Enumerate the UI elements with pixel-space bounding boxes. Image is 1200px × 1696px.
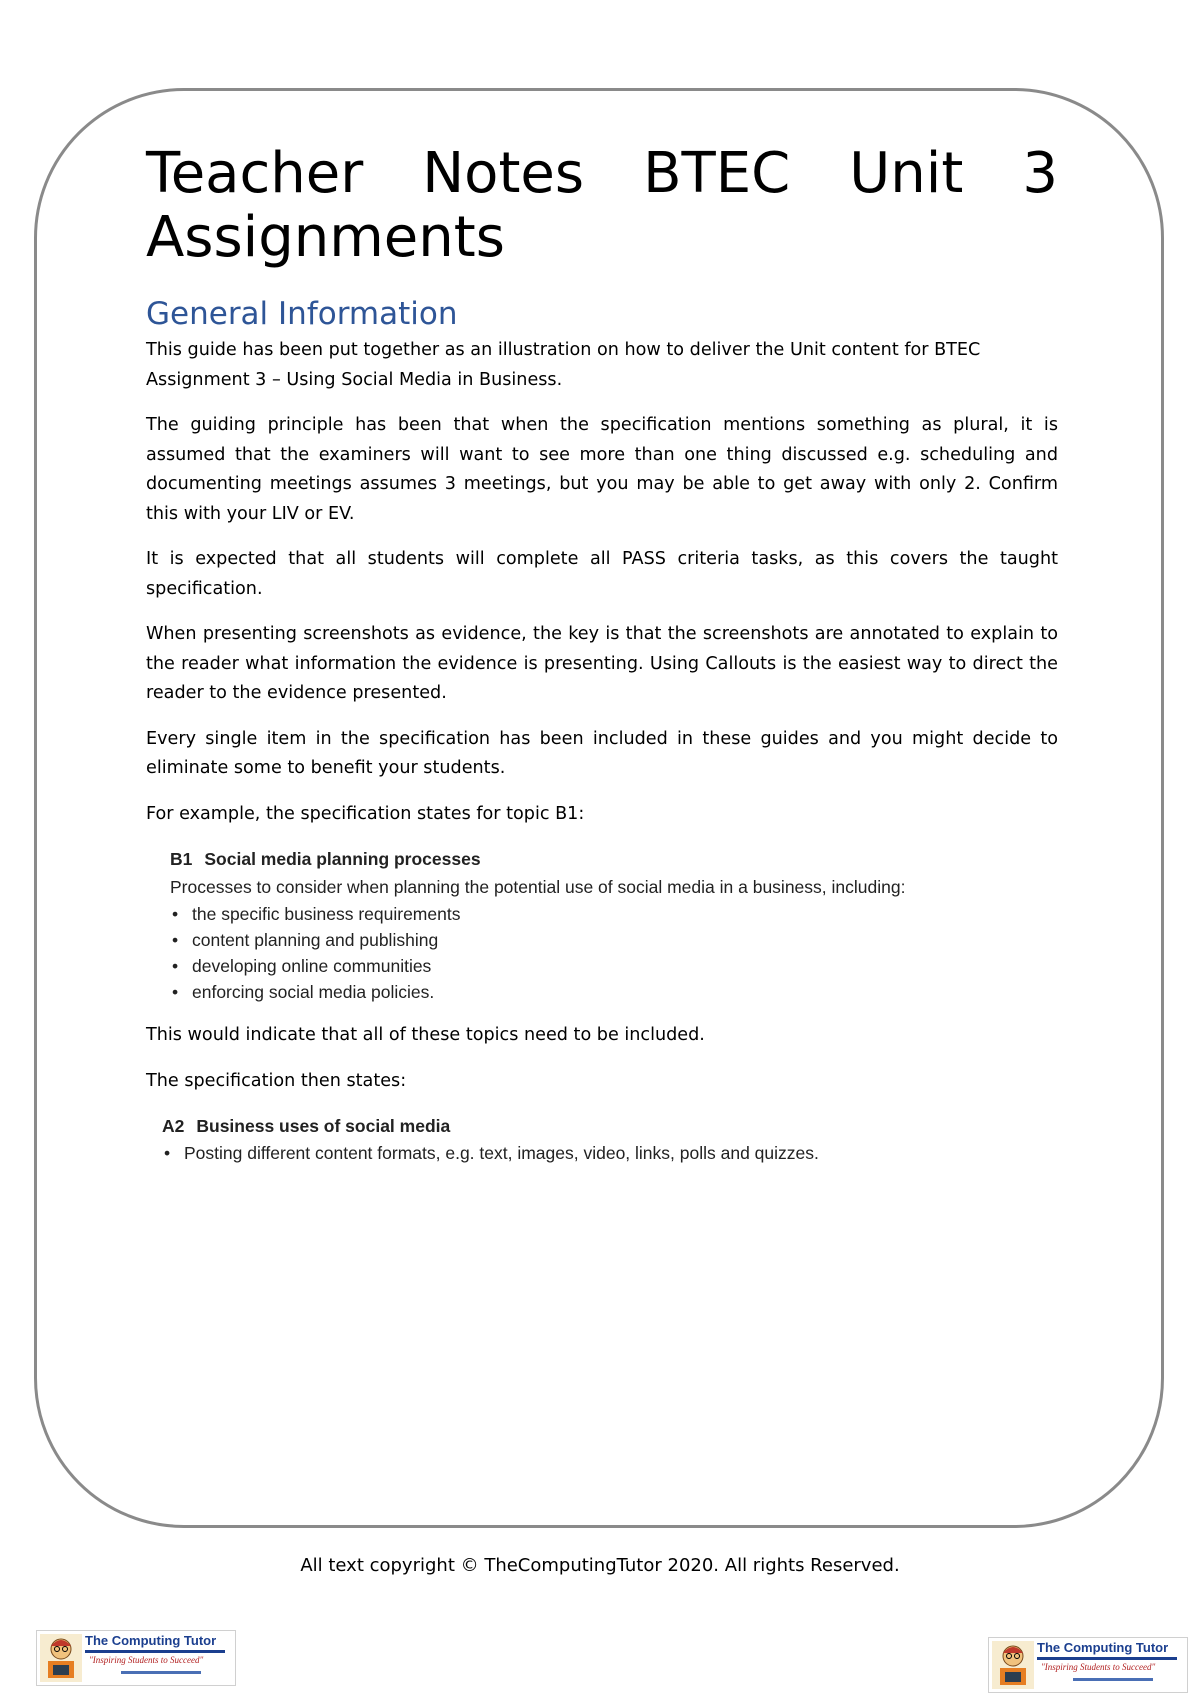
paragraph-after-b1: This would indicate that all of these topics need to be included. <box>146 1025 705 1045</box>
list-item: • content planning and publishing <box>170 927 1058 953</box>
spec-b1-code: B1 <box>170 849 193 869</box>
logo-tagline: "Inspiring Students to Succeed" <box>89 1655 204 1665</box>
page-title: Teacher Notes BTEC Unit 3 Assignments <box>146 141 1058 270</box>
spec-excerpt-b1 <box>170 845 1058 1005</box>
paragraph-for-example: For example, the specification states for topic B1: <box>146 803 585 824</box>
logo-name: The Computing Tutor <box>85 1633 217 1648</box>
paragraph-guiding-principle: The guiding principle has been that when the specification mentions something as plural, it is assumed that the examiners will want to see more than one thing discussed e.g. scheduling and documenting meetings assumes 3 meetings, but you may be able to get away with only 2. Confirm this with your LIV or EV. <box>146 415 1058 524</box>
section-heading: General Information <box>146 296 458 332</box>
paragraph-pass-criteria: It is expected that all students will complete all PASS criteria tasks, as this covers the taught specification. <box>146 549 1058 599</box>
paragraph-screenshots: When presenting screenshots as evidence, the key is that the screenshots are annotated to explain to the reader what information the evidence is presenting. Using Callouts is the easiest way to direct the reader to the evidence presented. <box>146 624 1058 703</box>
logo-underline <box>85 1650 225 1653</box>
footer-copyright: All text copyright © TheComputingTutor 2020. All rights Reserved. <box>300 1555 900 1576</box>
list-item: • Posting different content formats, e.g. text, images, video, links, polls and quizzes. <box>162 1140 1058 1166</box>
spec-excerpt-a2 <box>162 1112 1058 1166</box>
spec-a2-heading <box>162 1112 1058 1140</box>
list-item: • the specific business requirements <box>170 901 1058 927</box>
paragraph-intro: This guide has been put together as an illustration on how to deliver the Unit content for BTEC Assignment 3 – Using Social Media in Business. <box>146 340 981 390</box>
computing-tutor-logo-left <box>36 1630 236 1686</box>
list-item: • developing online communities <box>170 953 1058 979</box>
paragraph-every-item: Every single item in the specification has been included in these guides and you might decide to eliminate some to benefit your students. <box>146 728 1058 778</box>
computing-tutor-logo-right <box>988 1637 1188 1693</box>
spec-a2-title: Business uses of social media <box>196 1116 451 1136</box>
list-item: • enforcing social media policies. <box>170 979 1058 1005</box>
tutor-mascot-icon <box>992 1641 1034 1689</box>
logo-name: The Computing Tutor <box>1037 1640 1169 1655</box>
logo-url-line <box>1073 1678 1153 1681</box>
spec-b1-heading <box>170 845 1058 873</box>
logo-underline <box>1037 1657 1177 1660</box>
logo-tagline: "Inspiring Students to Succeed" <box>1041 1662 1156 1672</box>
tutor-mascot-icon <box>40 1634 82 1682</box>
logo-url-line <box>121 1671 201 1674</box>
paragraph-then-states: The specification then states: <box>146 1070 407 1091</box>
document-content <box>146 142 1058 1182</box>
spec-b1-intro: Processes to consider when planning the potential use of social media in a business, including: <box>170 877 906 897</box>
spec-b1-title: Social media planning processes <box>204 849 481 869</box>
spec-a2-list <box>162 1140 1058 1166</box>
spec-b1-list <box>170 901 1058 1005</box>
spec-a2-code: A2 <box>162 1116 185 1136</box>
